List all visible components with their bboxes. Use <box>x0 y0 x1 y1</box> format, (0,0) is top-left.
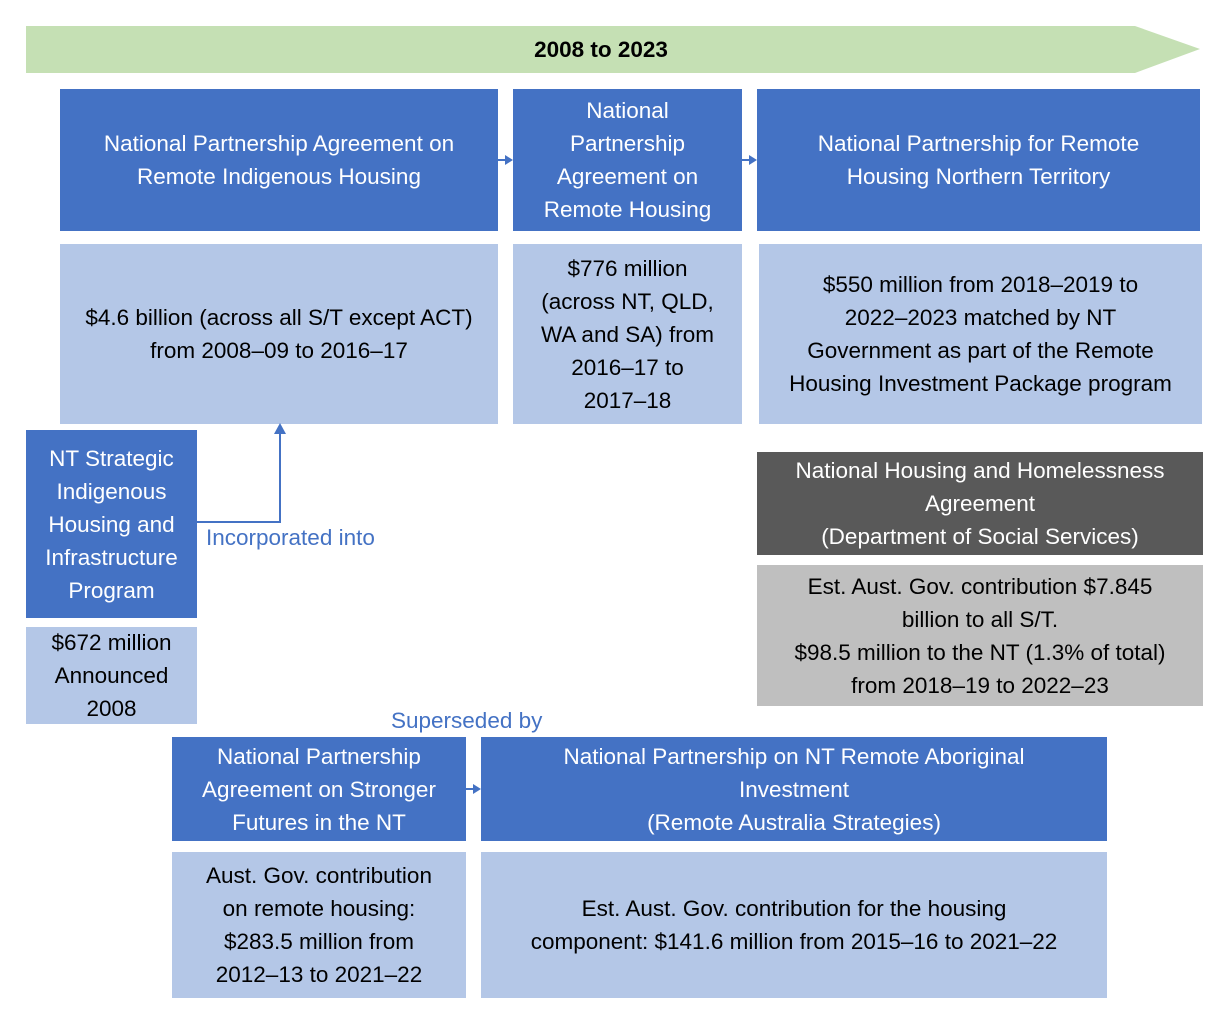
npntrai-title-box: National Partnership on NT Remote Aboriginal Investment (Remote Australia Strategies) <box>481 737 1107 841</box>
nparh-title-box: National Partnership Agreement on Remote Housing <box>513 89 742 231</box>
superseded-by-label: Superseded by <box>391 708 543 733</box>
nparih-title-box: National Partnership Agreement on Remote Indigenous Housing <box>60 89 498 231</box>
ntsihip-detail-box: $672 million Announced 2008 <box>26 627 197 724</box>
npasfnt-title-box: National Partnership Agreement on Stronger Futures in the NT <box>172 737 466 841</box>
nhha-detail-box: Est. Aust. Gov. contribution $7.845 billion to all S/T. $98.5 million to the NT (1.3% of total) from 2018–19 to 2022–23 <box>757 565 1203 706</box>
npasfnt-detail-box: Aust. Gov. contribution on remote housing: $283.5 million from 2012–13 to 2021–22 <box>172 852 466 998</box>
npntrai-detail-box: Est. Aust. Gov. contribution for the housing component: $141.6 million from 2015–16 to 2021–22 <box>481 852 1107 998</box>
incorporated-into-label: Incorporated into <box>206 525 375 550</box>
timeline-title: 2008 to 2023 <box>534 37 668 62</box>
ntsihip-title-box: NT Strategic Indigenous Housing and Infrastructure Program <box>26 430 197 618</box>
nhha-title-box: National Housing and Homelessness Agreement (Department of Social Services) <box>757 452 1203 555</box>
nprhnt-title-box: National Partnership for Remote Housing Northern Territory <box>757 89 1200 231</box>
nprhnt-detail-box: $550 million from 2018–2019 to 2022–2023 matched by NT Government as part of the Remote Housing Investment Package program <box>759 244 1202 424</box>
nparih-detail-box: $4.6 billion (across all S/T except ACT) from 2008–09 to 2016–17 <box>60 244 498 424</box>
nparh-detail-box: $776 million (across NT, QLD, WA and SA) from 2016–17 to 2017–18 <box>513 244 742 424</box>
